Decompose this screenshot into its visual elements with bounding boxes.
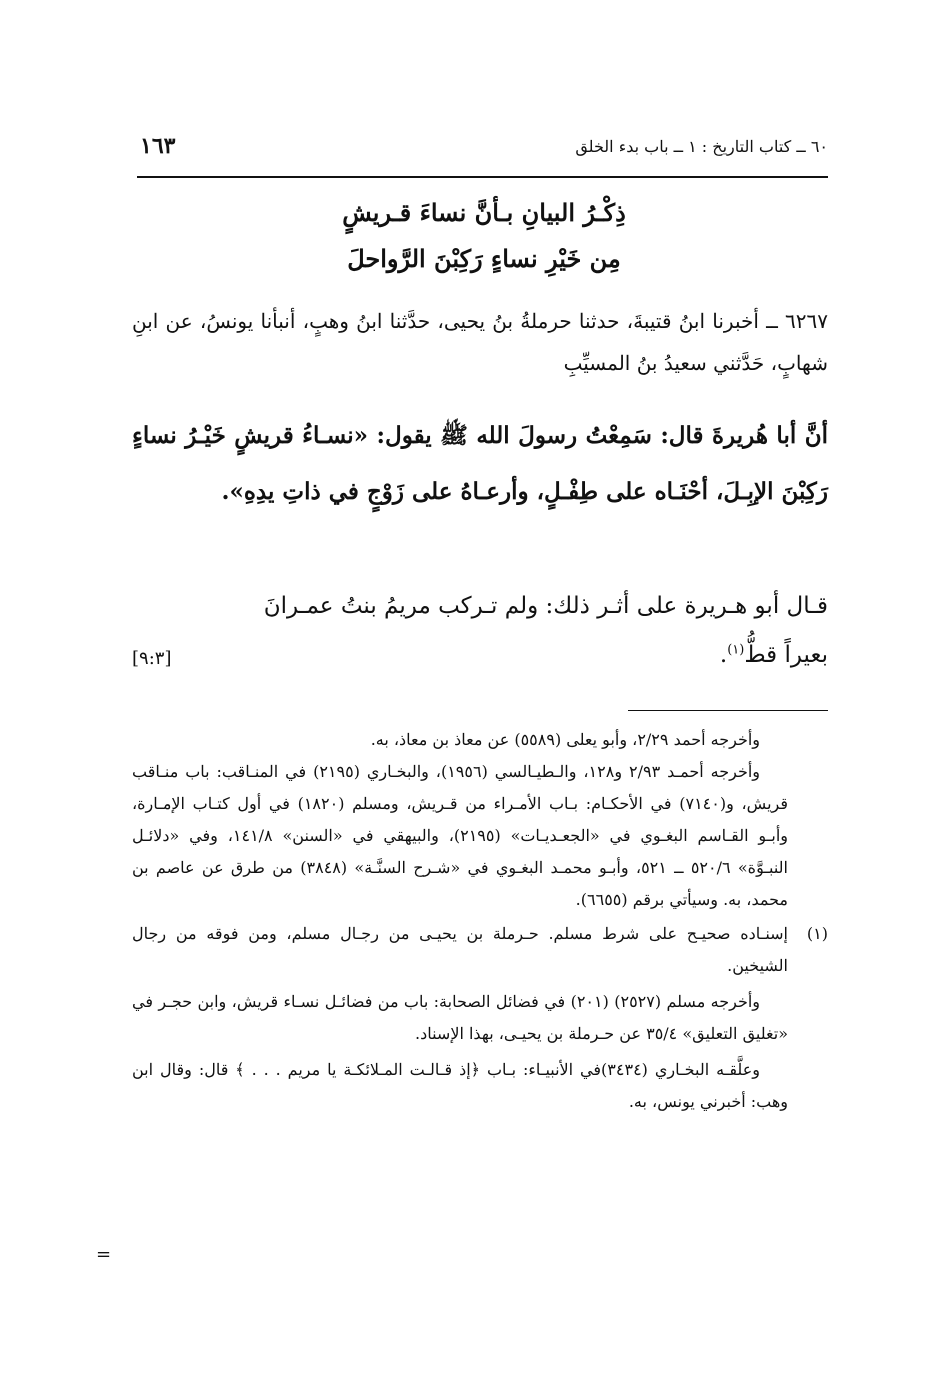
hadith-chain: ٦٢٦٧ ــ أخبرنا ابنُ قتيبةَ، حدثنا حرملةُ بنُ يحيى، حدَّثنا ابنُ وهبٍ، أنبأنا يونسُ، عن ابنِ شهابٍ، حَدَّثني سعيدُ بنُ المسيِّبِ [132,309,828,375]
footnote-paragraph-2: وأخرجه أحمـد ٢/٩٣ و١٢٨، والـطيـالسي (١٩٥٦)، والبخـاري (٢١٩٥) في المنـاقب: باب منـاقب قريش، و(٧١٤٠) في الأحكـام: بـاب الأمـراء من قـريش، ومسلم (١٨٢٠) في أول كتـاب الإمـارة، وأبـو القـاسم البغـوي في «الجعـديـات» (٢١٩٥)، والبيهقي في «السنن» ١٤١/٨، وفي «دلائـل النبـوَّة» ٥٢٠/٦ ــ ٥٢١، وأبـو محمـد البغـوي في «شـرح السنَّـة» (٣٨٤٨) من طرق عن عاصم بن محمد، به. وسيأتي برقم (٦٦٥٥). [132,762,789,909]
running-title: ٦٠ ــ كتاب التاريخ : ١ ــ باب بدء الخلق [575,137,828,156]
chapter-heading-line-1: ذِكْـرُ البيانِ بـأنَّ نساءَ قـريشٍ [342,198,626,227]
comment-end-text: بعيراً قطُّ [744,642,828,668]
chapter-heading-line-2: مِن خَيْرِ نساءٍ رَكِبْنَ الرَّواحلَ [347,244,621,273]
footnote-separator [628,710,828,711]
footnote-1-number: (١) [806,924,828,943]
reference-mark: [٩:٣] [132,648,172,669]
continuation-mark: = [96,1244,112,1265]
comment-end-period: . [719,642,728,668]
narrator-comment: قـال أبو هـريرة على أثـر ذلك: ولم تـركب مريمُ بنتُ عمـرانَ [263,593,828,619]
footnotes [132,724,828,1118]
footnote-paragraph-3: وأخرجه مسلم (٢٥٢٧) (٢٠١) في فضائل الصحابة: باب من فضائـل نسـاء قريش، وابن حجـر في «تغليق التعليق» ٣٥/٤ عن حـرملة بن يحيـى، بهذا الإسناد. [132,992,788,1043]
footnote-reference: (١) [727,642,745,658]
footnote-1 [132,918,828,982]
footnote-1-text: إسنـاده صحيـح على شرط مسلم. حـرملة بن يحيـى من رجـال مسلم، ومن فوقه من رجال الشيخين. [132,924,788,975]
page-number: ١٦٣ [140,133,176,159]
header-rule [137,176,828,178]
footnote-paragraph-4: وعلَّقـه البخـاري (٣٤٣٤)في الأنبيـاء: بـاب ﴿إذ قـالـت المـلائكـة يا مريم . . . ﴾ قال: وقال ابن وهب: أخبرني يونس، به. [132,1060,788,1111]
page-header [140,133,828,177]
chapter-heading [140,190,828,282]
hadith-text: أنَّ أبا هُريرةَ قال: سَمِعْتُ رسولَ الله ﷺ يقول: «نسـاءُ قريشٍ خَيْـرُ نساءٍ رَكِبْنَ الإبِـلَ، أحْنَـاه على طِفْـلٍ، وأرعـاهُ على زَوْجٍ في ذاتِ يدِهِ». [132,422,828,505]
narrator-comment-last-line [720,642,828,668]
footnote-paragraph-1: وأخرجه أحمد ٢/٢٩، وأبو يعلى (٥٥٨٩) عن معاذ بن معاذ، به. [370,730,760,749]
narrator-comment-end [132,638,828,688]
